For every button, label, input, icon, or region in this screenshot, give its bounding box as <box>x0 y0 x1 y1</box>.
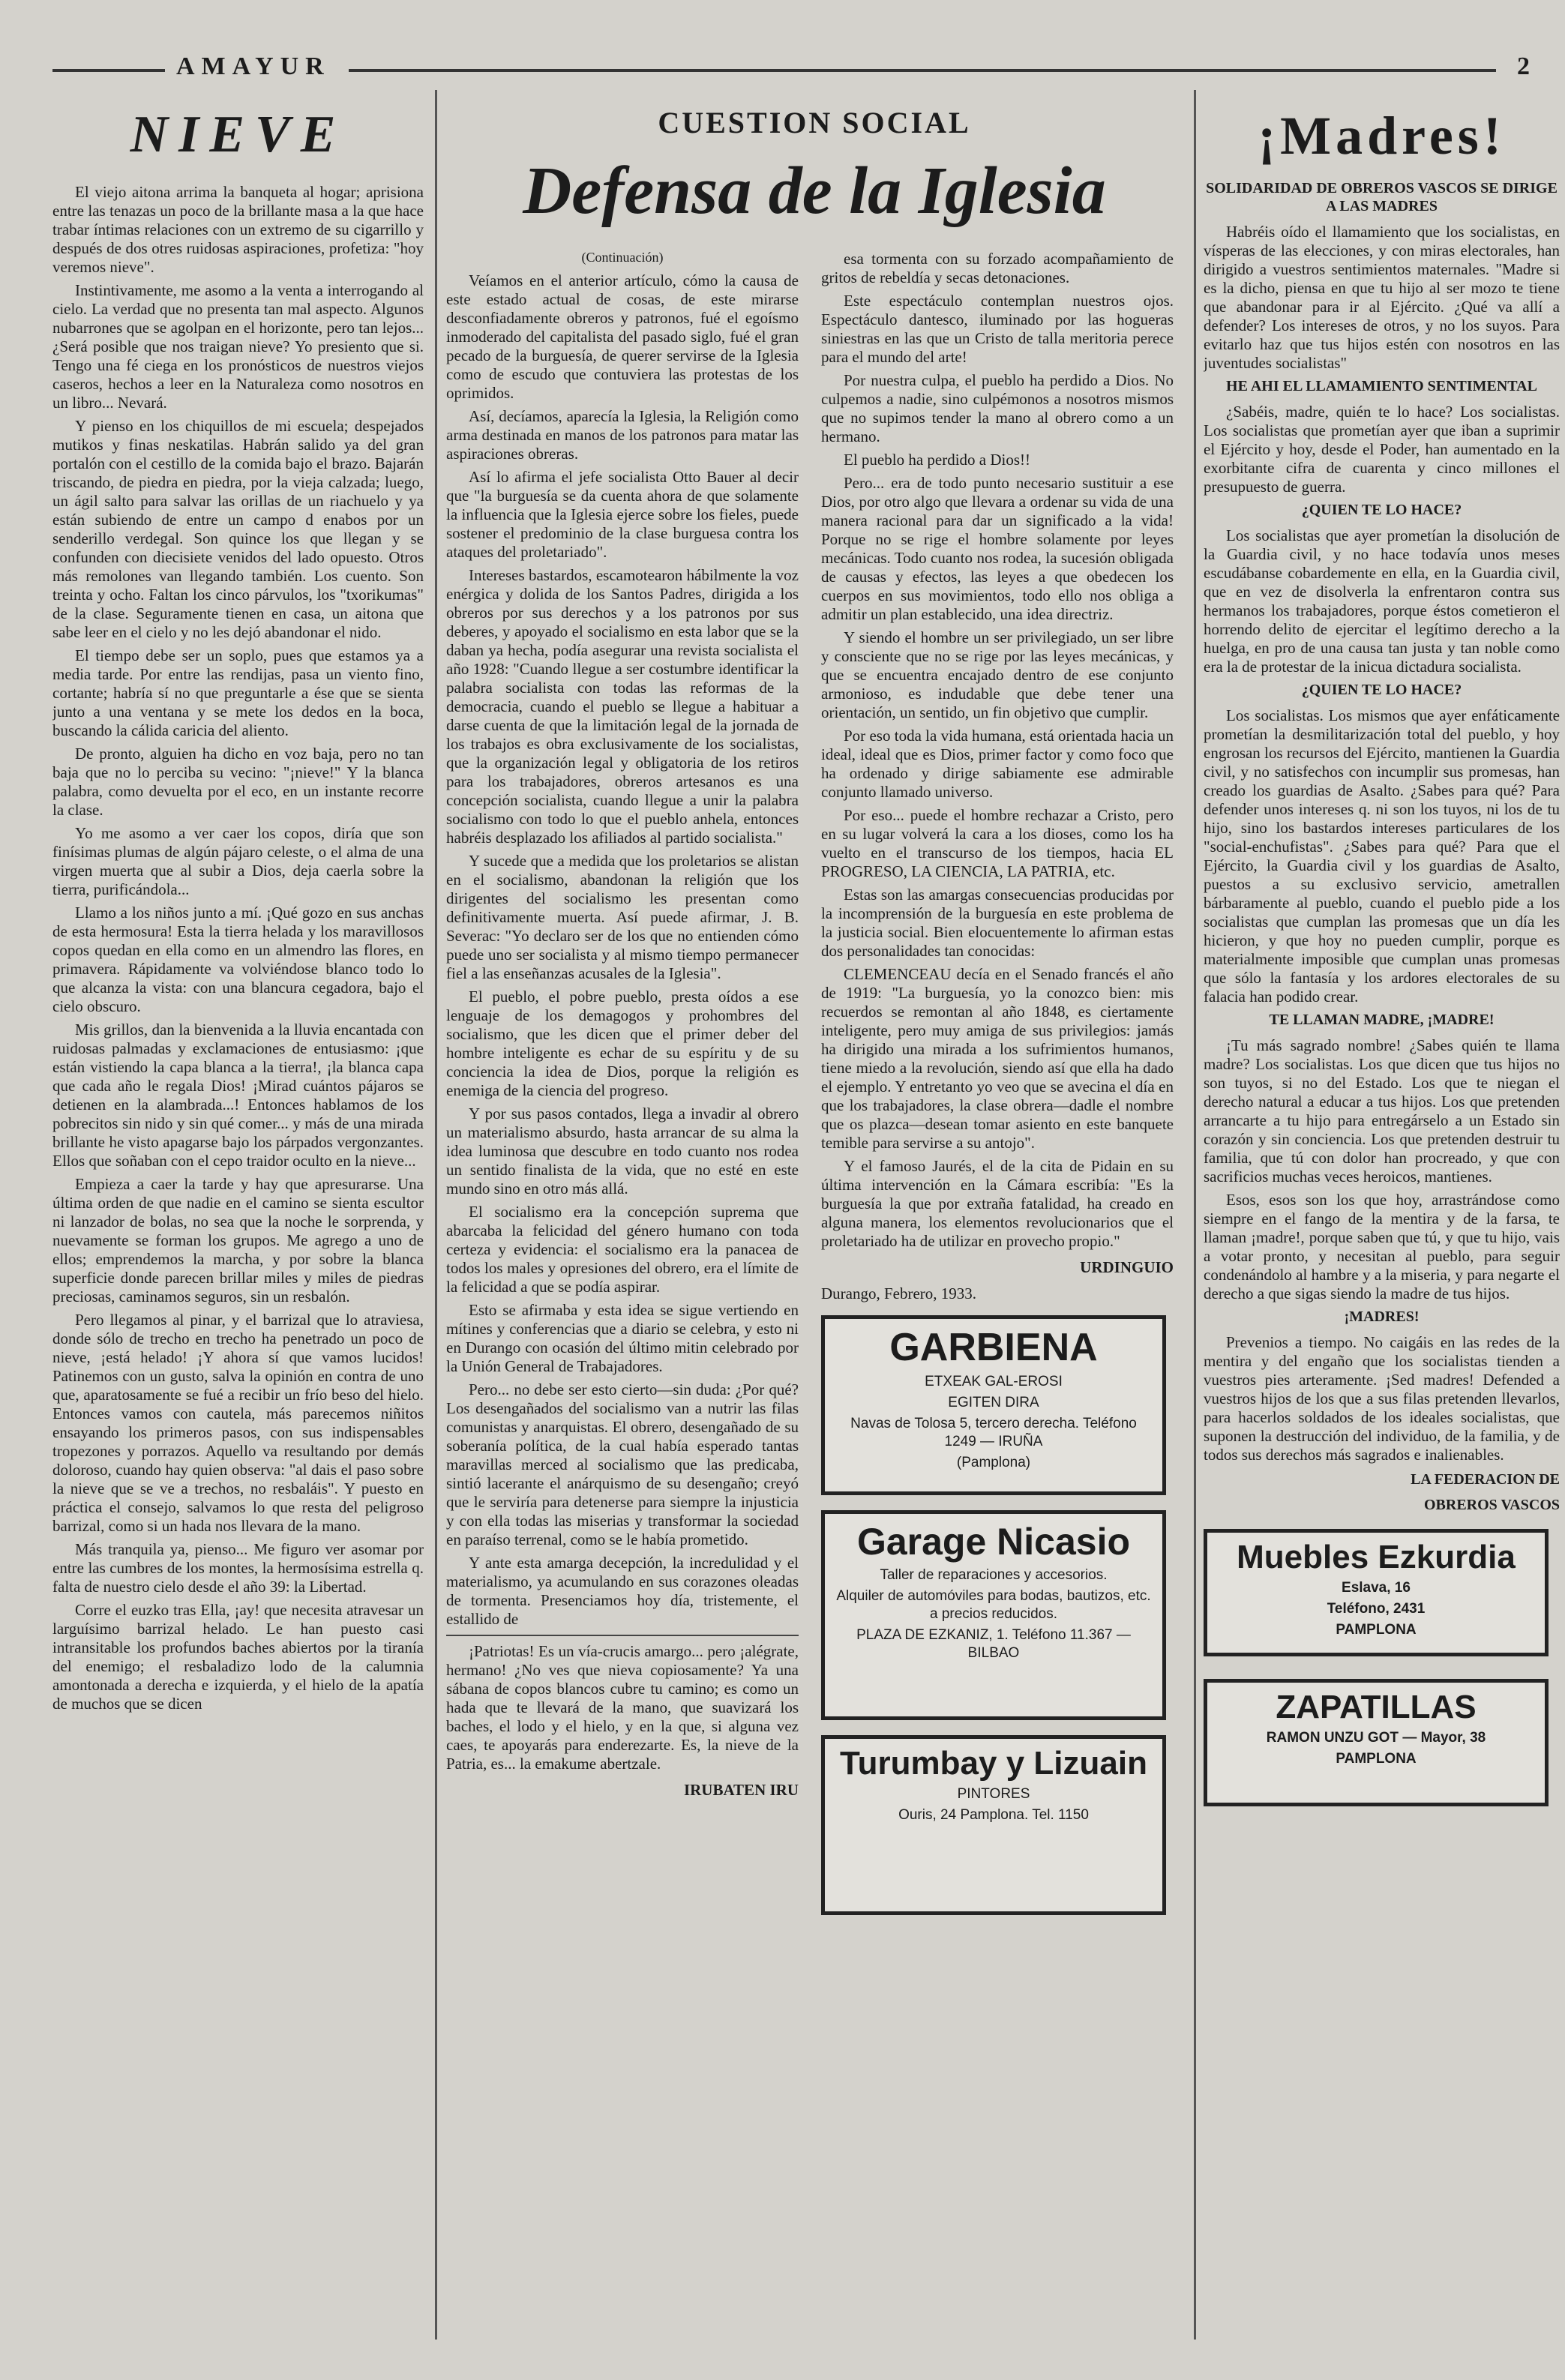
advertisement-name: GARBIENA <box>889 1326 1098 1369</box>
header-rule-left <box>52 69 165 72</box>
federation-signature-1: LA FEDERACION DE <box>1411 1471 1560 1488</box>
paragraph: Pero llegamos al pinar, y el barrizal que lo atraviesa, donde sólo de trecho en trecho ha penetrado un poco de nieve, ¡está helado! ¡Y ahora sí que vamos lucidos! Patinemos con un gusto, salva la opinión en contra de uno que, aparatosamente se fué a recibir un frío beso del hielo. Entonces vamos con cautela, más parecemos niñitos ensayando los primeros pasos, con sus indispensables tropezones y porrazos. Aquello va resultando por demás doloroso, cuando hay quien observa: "al dais el paso sobre la nieve que se ve a trechos, no resbaláis". Y puesto en práctica el consejo, salvamos lo que resta del peligroso barrizal, como si un hada nos llevara de la mano. <box>52 1311 424 1535</box>
advertisement-line: ETXEAK GAL-EROSI <box>925 1374 1063 1389</box>
advertisement-line: EGITEN DIRA <box>948 1395 1039 1410</box>
section-text: ¿Sabéis, madre, quién te lo hace? Los socialistas. Los socialistas que prometían ayer que iban a suprimir el Ejército y hoy, desde el Poder, han aumentado en la exorbitante cifra de cuarenta y cinco millones el presupuesto de guerra. <box>1204 403 1560 496</box>
paragraph: Más tranquila ya, pienso... Me figuro ver asomar por entre las cumbres de los montes, la hermosísima estrella q. falta de nuestro cielo desde el año 39: la Libertad. <box>52 1540 424 1596</box>
section-text: ¡Tu más sagrado nombre! ¿Sabes quién te llama madre? Los socialistas. Los que dicen que tus hijos no son tuyos, si no del Estado. Los que te niegan el derecho natural a educar a tus hijos. Los que pretenden arrancarte a tu hijo para entregárselo a un Estado sin corazón y sin conciencia. Los que pretenden destruir tu familia, que tú con dolor han procreado, y que con sacrificios muchas veces heroicos, mantienes. <box>1204 1036 1560 1186</box>
nieve-title: NIEVE <box>130 106 346 163</box>
article-dateline: Durango, Febrero, 1933. <box>821 1284 977 1302</box>
madres-sections <box>1204 377 1560 1464</box>
advertisement-name: Turumbay y Lizuain <box>840 1745 1147 1782</box>
paragraph: Este espectáculo contemplan nuestros ojos. Espectáculo dantesco, iluminado por las hogueras siniestras en las que un Cristo de talla meritoria perece para el mundo del arte! <box>821 292 1174 366</box>
section-text: Prevenios a tiempo. No caigáis en las redes de la mentira y del engaño que los socialistas tienden a vuestros pies arteramente. ¡Sed madres! Defended a vuestros hijos de los que a sus filas pretenden llevarlos, para hacerlos soldados de los ideales socialistas, que suponen la destrucción del individuo, de la familia, y de todos sus derechos más sagrados e inalienables. <box>1204 1333 1560 1464</box>
article-subcolumn-right <box>821 250 1174 1983</box>
paragraph: Así, decíamos, aparecía la Iglesia, la Religión como arma destinada en manos de los patronos para matar las aspiraciones obreras. <box>446 407 799 463</box>
paragraph: Esto se afirmaba y esta idea se sigue vertiendo en mítines y conferencias que a diario se celebra, y esto ni en Durango con ocasión del último mitin celebrado por la Unión General de Trabajadores. <box>446 1301 799 1375</box>
article-body-right <box>821 250 1174 1251</box>
paragraph: Así lo afirma el jefe socialista Otto Bauer al decir que "la burguesía se da cuenta ahora de que solamente la influencia que la Iglesia ejerce sobre los fieles, puede sostener el predominio de la clase burguesa contra los ataques del proletariado". <box>446 468 799 561</box>
federation-signature-2: OBREROS VASCOS <box>1424 1497 1560 1513</box>
article-signature: URDINGUIO <box>1080 1258 1174 1276</box>
section-heading: ¿QUIEN TE LO HACE? <box>1301 682 1462 698</box>
paragraph: Y pienso en los chiquillos de mi escuela; despejados mutikos y finas neskatilas. Habrán salido ya del gran portalón con el cestillo de la comida bajo el brazo. Bajarán triscando, de piedra en piedra, por la vieja calzada; luego, un ágil salto para salvar las orillas de un riachuelo y ya están subiendo de entre un campo d enabos por un senderillo verdegal. Son quince los que llegan y se confunden con diecisiete venidos del lado opuesto. Otros más remolones van llegando también. Los cuento. Son treinta y ocho. Faltan los cinco párvulos, los "txorikumas" de la clase. Seguramente tienen en casa, un aitona que sabe leer en el cielo y no les dejó abandonar el nido. <box>52 417 424 641</box>
paragraph: Pero... era de todo punto necesario sustituir a ese Dios, por otro algo que llevara a ordenar su vida de una manera racional para dar un significado a la vida! Porque no se rige el hombre solamente por leyes mecánicas. Todo cuanto nos rodea, la sucesión obligada de causas y efectos, las leyes a que obedecen los cuerpos en sus movimientos, todo ello nos obliga a admitir un plan establecido, una idea directriz. <box>821 474 1174 623</box>
article-subcolumn-left <box>446 250 799 1807</box>
advertisement-address: RAMON UNZU GOT — Mayor, 38 <box>1266 1730 1486 1746</box>
advertisements-right <box>1204 1529 1560 1829</box>
advertisement-city: PAMPLONA <box>1336 1622 1417 1638</box>
madres-intro: Habréis oído el llamamiento que los socialistas, en vísperas de las elecciones, y con miras electorales, han dirigido a vuestros sentimientos maternales. "Madre si es la dicho, piensa en que tu hijo al ser mozo te tiene que abandonar para ir al Ejército. ¿Qué va allí a defender? Los intereses de otros, y no los suyos. Para evitarlo haz que tus hijos estén con nosotros en las juventudes socialistas" <box>1204 223 1560 372</box>
advertisement-line: Ouris, 24 Pamplona. Tel. 1150 <box>898 1807 1089 1823</box>
paragraph: Mis grillos, dan la bienvenida a la lluvia encantada con ruidosas palmadas y exclamaciones de entusiasmo: ¡que están vistiendo la capa blanca a la tierra!, ¡la blanca capa que cada año le regala Dios! ¡Mirad cuántos pájaros se detienen en la alambrada...! Entonces hablamos de los pobrecitos sin nido y sin qué comer... y más de una mirada brillante he visto apagarse bajo los párpados vergonzantes. Ellos que soñaban con el cepo traidor oculto en la nieve... <box>52 1021 424 1170</box>
advertisement-phone: Teléfono, 2431 <box>1327 1601 1426 1617</box>
nieve-column <box>52 105 424 2362</box>
advertisement <box>1204 1679 1549 1806</box>
patriotas-signature: IRUBATEN IRU <box>683 1781 799 1799</box>
advertisement-name: Muebles Ezkurdia <box>1237 1539 1516 1575</box>
section-text: Los socialistas. Los mismos que ayer enfáticamente prometían la desmilitarización total del pueblo, y hoy engrosan los recursos del Ejército, mantienen la Guardia civil, y no satisfechos con incumplir sus promesas, han creado los guardias de Asalto. ¿Sabes para qué? Para defender unos intereses q. ni son los tuyos, ni los de tu hijo, sino los bastardos intereses particulares de los "social-enchufistas". ¿Sabes para qué? Para que el Ejército, la Guardia civil y los guardias de Asalto, puestos a su exclusivo servicio, ametrallen bárbaramente al pueblo, cuando el pueblo pide a los socialistas que cumplan las promesas que un día les hicieron, y que hoy no pueden cumplir, porque es materialmente imposible que cumplan unas promesas que sólo la fantasía y los ardores electorales de su falacia han podido crear. <box>1204 706 1560 1006</box>
paragraph: Intereses bastardos, escamotearon hábilmente la voz enérgica y dolida de los Santos Padres, dirigida a los obreros por sus derechos y a los patronos por sus deberes, y apoyado el socialismo en esta labor que se la daban ya hecha, podía asegurar una revista socialista el año 1928: "Cuando llegue a ser costumbre identificar la palabra socialista con todas las reformas de la democracia, cuando el pueblo se llegue a habituar a darse cuenta de que la limitación legal de la jornada de los trabajos es obra exclusivamente de los socialistas, que la organización legal y obligatoria de los retiros para los trabajadores, obreros artesanos es una concepción socialista, cuando llegue a unir la palabra socialismo con todo lo que el pueblo anhela, entonces habréis desplazado los afiliados al partido socialista." <box>446 566 799 847</box>
paragraph: De pronto, alguien ha dicho en voz baja, pero no tan baja que no lo perciba su vecino: "¡nieve!" Y la blanca palabra, como devuelta por el eco, en un instante recorre la clase. <box>52 745 424 819</box>
section-heading: ¡MADRES! <box>1344 1308 1420 1325</box>
article-headline: Defensa de la Iglesia <box>523 154 1106 228</box>
paragraph: Y sucede que a medida que los proletarios se alistan en el socialismo, abandonan la religión que los dirigentes del socialismo les presentan como definitivamente muerta. Así puede afirmar, J. B. Severac: "Yo declaro ser de los que no entienden cómo puede uno ser socialista y al mismo tiempo permanecer fiel a las enseñanzas acusales de la Iglesia". <box>446 852 799 982</box>
advertisement-city: PAMPLONA <box>1336 1751 1417 1767</box>
section-heading: ¿QUIEN TE LO HACE? <box>1301 502 1462 518</box>
cuestion-social-column <box>446 105 1183 2362</box>
advertisement-line: PLAZA DE EZKANIZ, 1. Teléfono 11.367 — BILBAO <box>856 1627 1131 1661</box>
page-header <box>52 52 1530 82</box>
paragraph: Por eso toda la vida humana, está orientada hacia un ideal, ideal que es Dios, primer factor y como foco que ha ordenado y dirige sabiamente ese admirable conjunto llamado universo. <box>821 727 1174 801</box>
paragraph: Corre el euzko tras Ella, ¡ay! que necesita atravesar un larguísimo barrizal helado. Le han puesto casi intransitable los profundos baches abiertos por la tiranía del enemigo; el resbaladizo lodo de la calumnia amontonada a derecha e izquierda, y el hielo de la apatía de muchos que se dicen <box>52 1601 424 1713</box>
advertisement <box>821 1315 1166 1495</box>
advertisement-line: (Pamplona) <box>956 1455 1031 1470</box>
page-number: 2 <box>1517 52 1530 80</box>
header-rule-right <box>349 69 1496 72</box>
newspaper-name: AMAYUR <box>176 52 331 80</box>
column-divider <box>1194 90 1196 2340</box>
paragraph: Instintivamente, me asomo a la venta a interrogando al cielo. La verdad que no presenta tan mal aspecto. Algunos nubarrones que se agolpan en el horizonte, pero tan lejos... ¿Será posible que nos traigan nieve? Yo presiento que si. Tengo una fé ciega en los pronósticos de nuestros viejos caseros, hechos a leer en la Naturaleza como nosotros en un libro... Nevará. <box>52 281 424 412</box>
paragraph: Estas son las amargas consecuencias producidas por la incomprensión de la burguesía en este problema de la justicia social. Bien elocuentemente lo afirman estas dos personalidades tan conocidas: <box>821 886 1174 960</box>
madres-subheading: SOLIDARIDAD DE OBREROS VASCOS SE DIRIGE A LAS MADRES <box>1206 180 1558 214</box>
advertisement <box>821 1510 1166 1720</box>
paragraph: Por nuestra culpa, el pueblo ha perdido a Dios. No culpemos a nadie, sino culpémonos a nosotros mismos que no supimos tender la mano al obrero como a un hermano. <box>821 371 1174 445</box>
paragraph: Y siendo el hombre un ser privilegiado, un ser libre y consciente que no se rige por las leyes mecánicas, y que se encuentra encajado dentro de ese conjunto armonioso, es indudable que debe tener una orientación, un sentido, un fin objetivo que cumplir. <box>821 628 1174 721</box>
advertisement-line: Taller de reparaciones y accesorios. <box>880 1567 1108 1583</box>
continuation-note: (Continuación) <box>581 250 664 265</box>
article-columns <box>446 250 1183 2327</box>
paragraph: Yo me asomo a ver caer los copos, diría que son finísimas plumas de algún pájaro celeste, o el alma de una virgen muerta que al subir a Dios, deja caerla sobre la tierra, purificándola... <box>52 824 424 898</box>
advertisement-line: Navas de Tolosa 5, tercero derecha. Teléfono 1249 — IRUÑA <box>850 1416 1137 1449</box>
paragraph: Y el famoso Jaurés, el de la cita de Pidain en su última intervención en la Cámara escribía: "Es la burguesía la que por extraña fatalidad, ha creado en alguna manera, los elementos revolucionarios que el proletariado ha de utilizar en provecho propio." <box>821 1157 1174 1250</box>
advertisement <box>1204 1529 1549 1656</box>
patriotas-paragraph: ¡Patriotas! Es un vía-crucis amargo... pero ¡alégrate, hermano! ¿No ves que nieva copiosamente? Ya una sábana de copos blancos cubre tu camino; es como un hada que te llevará de la mano, que suavizará los baches, el lodo y el hielo, y en la que, si alguna vez caes, te apoyarás para enderezarte. Es, la nieve de la Patria, es... la emakume abertzale. <box>446 1642 799 1773</box>
paragraph: El pueblo ha perdido a Dios!! <box>844 451 1031 469</box>
section-heading: TE LLAMAN MADRE, ¡MADRE! <box>1269 1012 1495 1028</box>
madres-title: ¡Madres! <box>1258 106 1506 166</box>
paragraph: Por eso... puede el hombre rechazar a Cristo, pero en su lugar volverá la cara a los dioses, como los ha vuelto en el transcurso de los tiempos, hacia EL PROGRESO, LA CIENCIA, LA PATRIA, etc. <box>821 806 1174 880</box>
advertisement-address: Eslava, 16 <box>1342 1580 1411 1596</box>
column-divider <box>435 90 437 2340</box>
advertisement-name: ZAPATILLAS <box>1276 1689 1477 1725</box>
paragraph: CLEMENCEAU decía en el Senado francés el año de 1919: "La burguesía, yo la conozco bien: mis recuerdos se remontan al año 1848, es ciertamente inteligente, pero muy amiga de sus privilegios: jamás ha dirigido una mirada a los sufrimientos humanos, tiene miedo a la revolución, siendo así que ella ha dado el ejemplo. Y entretanto yo veo que se avecina el día en que los trabajadores, la clase obrera—dadle el nombre que os plazca—desean tomar asiento en este banquete temible para servirse a su antojo". <box>821 965 1174 1152</box>
paragraph: Empieza a caer la tarde y hay que apresurarse. Una última orden de que nadie en el camino se sienta escultor ni lanzador de bolas, no sea que la noche le sorprenda, y nuevamente se forman los grupos. Me agrego a uno de ellos; emprendemos la marcha, y por sobre la blanca superficie donde parecen brillar miles y miles de piedras preciosas, caminamos seguros, sin un resbalón. <box>52 1175 424 1305</box>
section-heading: HE AHI EL LLAMAMIENTO SENTIMENTAL <box>1226 378 1537 394</box>
paragraph: El tiempo debe ser un soplo, pues que estamos ya a media tarde. Por entre las rendijas, pasa un viento fino, cortante; habría sí no que preguntarle a ése que se sienta junto a una ventana y se mete los dedos en la boca, buscando la cálida caricia del aliento. <box>52 646 424 739</box>
advertisements <box>821 1308 1174 1983</box>
advertisement-name: Garage Nicasio <box>856 1521 1131 1563</box>
nieve-article-body <box>52 183 424 1713</box>
paragraph: El socialismo era la concepción suprema que abarcaba la felicidad del género humano con toda certeza y evidencia: el socialismo era la panacea de todos los males y opresiones del obrero, era el límite de la felicidad a que se podía aspirar. <box>446 1203 799 1296</box>
article-body-left <box>446 271 799 1629</box>
paragraph: Pero... no debe ser esto cierto—sin duda: ¿Por qué? Los desengañados del socialismo van a nutrir las filas comunistas y anarquistas. El obrero, desengañado de su soberanía política, de la cual había esperado tantas maravillas merced al socialismo que las predicaba, sintió lacerante el anárquismo de su desengaño; creyó que le serviría para detenerse para siempre la injusticia y con ella todas las miserias y transformar la sociedad en paraíso terrenal, como se le había prometido. <box>446 1380 799 1548</box>
madres-column <box>1204 105 1560 2362</box>
paragraph: El pueblo, el pobre pueblo, presta oídos a ese lenguaje de los demagogos y prohombres del socialismo, que les dicen que el primer deber del hombre inteligente es echar de su espíritu y de su conciencia la idea de Dios, porque la religión es enemiga de la ciencia del progreso. <box>446 988 799 1099</box>
section-kicker: CUESTION SOCIAL <box>658 106 971 139</box>
paragraph: El viejo aitona arrima la banqueta al hogar; aprisiona entre las tenazas un poco de la brillante masa a la que hace trabar íntimas relaciones con un extremo de su cigarrillo y después de dos otres ruidosas aspiraciones, profetiza: "hoy veremos nieve". <box>52 183 424 276</box>
section-text: Esos, esos son los que hoy, arrastrándose como siempre en el fango de la mentira y de la farsa, te llaman ¡madre!, porque saben que tú, y que tu hijo, vais a votar pronto, y necesitan al pueblo, para seguir condenándolo al hambre y a la miseria, y para negarte el derecho a que sigas siendo la madre de tus hijos. <box>1204 1191 1560 1302</box>
paragraph: Y ante esta amarga decepción, la incredulidad y el materialismo, ya acumulando en sus corazones oleadas de tormenta. Presenciamos hoy día, tristemente, el estallido de <box>446 1554 799 1628</box>
advertisement-line: Alquiler de automóviles para bodas, bautizos, etc. a precios reducidos. <box>836 1588 1151 1622</box>
advertisement-line: PINTORES <box>957 1786 1030 1802</box>
paragraph: Llamo a los niños junto a mí. ¡Qué gozo en sus anchas de esta hermosura! Esta la tierra helada y los maravillosos copos quedan en ella como en un almendro las flores, en primavera. Rápidamente va volviéndose blanco todo lo que alcanza la vista: con una blancura cegadora, bajo el cielo obscuro. <box>52 904 424 1015</box>
paragraph: esa tormenta con su forzado acompañamiento de gritos de rebeldía y secas detonaciones. <box>821 250 1174 286</box>
paragraph: Veíamos en el anterior artículo, cómo la causa de este estado actual de cosas, de este mirarse desconfiadamente obreros y patronos, fué el egoísmo inmoderado del capitalista del pasado siglo, fué el gran pecado de la burguesía, de querer servirse de la Iglesia como de escudo que contuviera las protestas de los oprimidos. <box>446 271 799 402</box>
divider <box>446 1635 799 1636</box>
section-text: Los socialistas que ayer prometían la disolución de la Guardia civil, y no hace todavía unos meses escudábanse cobardemente en ella, en la Guardia civil, que en vez de disolverla la enfrentaron contra sus hermanos los trabajadores, porque éstos cometieron el horrendo delito de ejercitar el legítimo derecho a la huelga, en pro de una causa tan justa y tan noble como era la de protestar de la inicua dictadura socialista. <box>1204 526 1560 676</box>
advertisement <box>821 1735 1166 1915</box>
paragraph: Y por sus pasos contados, llega a invadir al obrero un materialismo absurdo, hasta arrancar de su alma la idea luminosa que descubre en todo cuanto nos rodea un sentido finalista de la vida, que no esté en este mundo sino en otro más allá. <box>446 1105 799 1197</box>
